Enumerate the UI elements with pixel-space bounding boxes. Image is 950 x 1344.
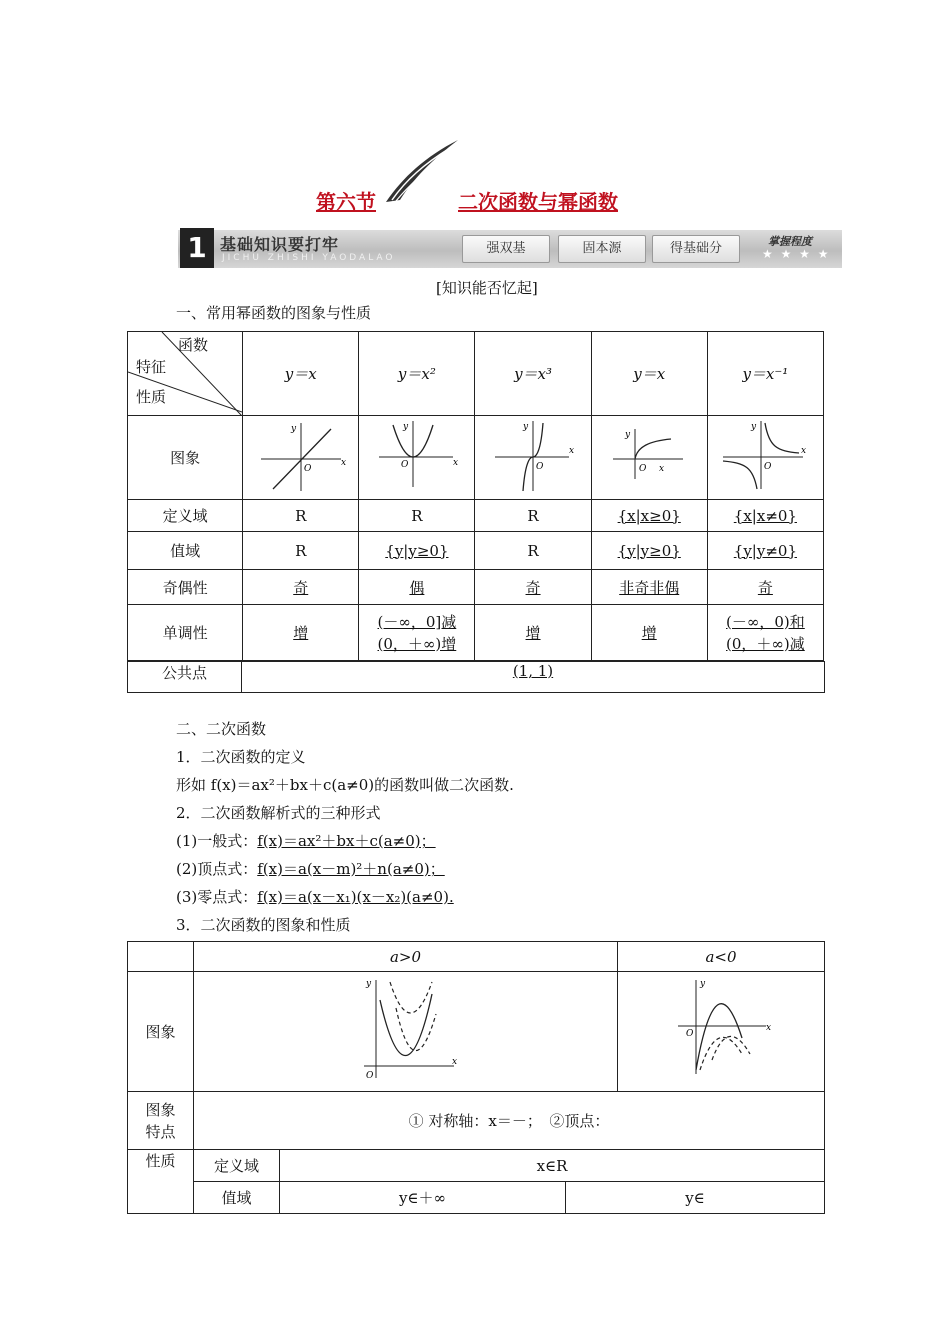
row-label-graph2: 图象 [128,972,194,1092]
function-header-5: y＝x⁻¹ [707,332,823,416]
svg-text:O: O [400,459,409,470]
parabola-up-graph [346,974,466,1086]
row-label-domain: 定义域 [128,500,243,532]
svg-text:x: x [766,1022,772,1033]
svg-text:O: O [303,463,312,474]
graph-cell-sqrt [591,416,707,500]
graph-cell-cube [475,416,591,500]
banner-title: 基础知识要打牢 [220,235,340,254]
svg-text:x: x [801,445,807,456]
parity-cell-4: 非奇非偶 [591,570,707,605]
item1-text: 形如 f(x)＝ax²＋bx＋c(a≠0)的函数叫做二次函数. [176,776,514,794]
table-row [128,332,824,416]
parity-cell-5: 奇 [707,570,823,605]
linear-graph [251,417,351,495]
form2-line [176,858,445,879]
range-cell-2: {y|y≥0} [359,532,475,570]
table-row [128,1150,825,1182]
recall-label: [知识能否忆起] [436,279,538,297]
section-number: 第六节 [316,190,376,214]
reciprocal-graph [715,417,815,495]
range-label-cell: 值域 [194,1182,280,1214]
row-label-features [128,1092,194,1150]
svg-text:y: y [625,429,631,440]
features-label-line1: 图象 [145,1100,176,1119]
monotonicity-cell-1: 增 [243,605,359,661]
features-label-line2: 特点 [145,1122,176,1141]
features-cell: ① 对称轴：x＝－； ②顶点： [194,1092,825,1150]
banner-subtitle: JICHU ZHISHI YAODALAO [222,253,396,263]
col-header-neg: a<0 [618,942,825,972]
domain-cell-1: R [243,500,359,532]
function-header-1: y＝x [243,332,359,416]
svg-text:y: y [751,421,757,432]
svg-text:x: x [452,457,458,468]
cube-graph [483,417,583,495]
power-function-table [127,331,824,661]
quadratic-table [127,941,825,1214]
range-neg-cell: y∈ [566,1182,825,1214]
row-label-graph: 图象 [128,416,243,500]
monotonicity-cell-3: 增 [475,605,591,661]
parity-cell-2: 偶 [359,570,475,605]
monotonicity-cell-5-line2: (0，＋∞)减 [726,634,805,653]
common-point-cell: (1, 1) [242,662,825,693]
svg-text:y: y [700,978,706,989]
sqrt-graph [599,417,699,495]
range-pos-cell: y∈＋∞ [280,1182,566,1214]
mastery-stars-icon: ★ ★ ★ ★ [762,247,831,261]
strengthen-basics-button[interactable]: 强双基 [462,235,550,263]
table-row [128,662,825,693]
corner-header-cell [128,332,243,416]
range-cell-1: R [243,532,359,570]
mastery-label: 掌握程度 [768,235,812,248]
graph-cell-linear [243,416,359,500]
form3-line [176,886,454,907]
corner-mid-label: 特征 [136,358,167,376]
section-topic: 二次函数与幂函数 [458,190,618,214]
svg-text:O: O [365,1070,373,1081]
item3-title: 3．二次函数的图象和性质 [176,916,351,934]
row-label-range: 值域 [128,532,243,570]
monotonicity-cell-2 [359,605,475,661]
table-row [128,942,825,972]
svg-text:x: x [569,445,575,456]
table-row [128,1182,825,1214]
monotonicity-cell-5-line1: (－∞，0)和 [726,612,805,631]
form1-label: (1)一般式： [176,832,258,850]
empty-header-cell [128,942,194,972]
svg-text:y: y [365,978,371,989]
parity-cell-3: 奇 [475,570,591,605]
table-row [128,500,824,532]
parabola-down-graph [666,974,776,1086]
monotonicity-cell-2-line1: (－∞，0]减 [377,612,457,631]
table-row [128,1092,825,1150]
range-cell-4: {y|y≥0} [591,532,707,570]
common-point-table [127,661,825,693]
row-label-parity: 奇偶性 [128,570,243,605]
domain-label-cell: 定义域 [194,1150,280,1182]
function-header-3: y＝x³ [475,332,591,416]
table-row [128,972,825,1092]
domain-cell-5: {x|x≠0} [707,500,823,532]
svg-text:x: x [659,463,665,474]
corner-top-label: 函数 [178,336,209,354]
graph-cell-pos [194,972,618,1092]
graph-cell-neg [618,972,825,1092]
form3-formula: f(x)＝a(x－x₁)(x－x₂)(a≠0). [257,888,454,906]
corner-bottom-label: 性质 [136,388,167,406]
range-cell-3: R [475,532,591,570]
form1-line [176,830,436,851]
form2-label: (2)顶点式： [176,860,258,878]
graph-cell-reciprocal [707,416,823,500]
basic-score-button[interactable]: 得基础分 [652,235,740,263]
range-cell-5: {y|y≠0} [707,532,823,570]
section2-heading: 二、二次函数 [176,720,267,738]
monotonicity-cell-4: 增 [591,605,707,661]
domain-value-cell: x∈R [280,1150,825,1182]
domain-cell-3: R [475,500,591,532]
svg-text:y: y [290,423,296,434]
svg-text:O: O [639,463,647,474]
solidify-foundation-button[interactable]: 固本源 [558,235,646,263]
knowledge-banner [178,230,842,268]
item1-title: 1．二次函数的定义 [176,748,306,766]
item2-title: 2．二次函数解析式的三种形式 [176,804,381,822]
monotonicity-cell-2-line2: (0，＋∞)增 [377,634,457,653]
graph-cell-square [359,416,475,500]
monotonicity-cell-5 [707,605,823,661]
table-row [128,416,824,500]
svg-text:x: x [451,1056,457,1067]
svg-text:x: x [340,457,346,468]
function-header-2: y＝x² [359,332,475,416]
domain-cell-2: R [359,500,475,532]
square-graph [367,417,467,495]
row-label-common-point: 公共点 [128,662,242,693]
table-row [128,605,824,661]
row-label-monotonicity: 单调性 [128,605,243,661]
page-title [0,186,950,216]
table-row [128,570,824,605]
section1-heading: 一、常用幂函数的图象与性质 [176,304,372,322]
svg-text:y: y [523,421,529,432]
svg-text:O: O [686,1028,694,1039]
form2-formula: f(x)＝a(x－m)²＋n(a≠0)； [257,860,445,878]
domain-cell-4: {x|x≥0} [591,500,707,532]
col-header-pos: a>0 [194,942,618,972]
svg-text:y: y [402,421,408,432]
parity-cell-1: 奇 [243,570,359,605]
banner-number: 1 [180,228,214,268]
svg-text:O: O [536,461,544,472]
svg-text:O: O [764,461,772,472]
form1-formula: f(x)＝ax²＋bx＋c(a≠0)； [257,832,436,850]
form3-label: (3)零点式： [176,888,258,906]
table-row [128,532,824,570]
function-header-4: y＝x [591,332,707,416]
row-label-props: 性质 [128,1150,194,1214]
